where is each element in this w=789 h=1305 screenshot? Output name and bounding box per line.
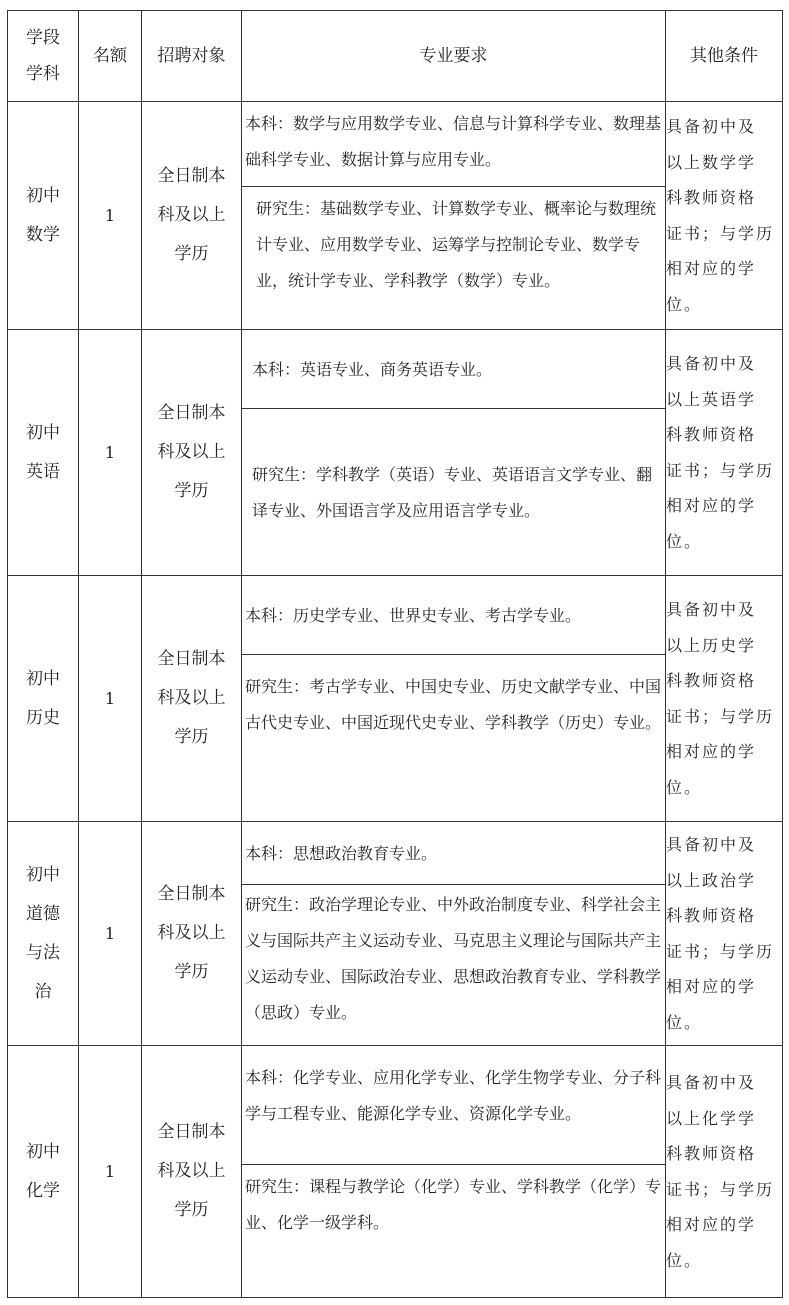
- graduate-requirement: 研究生：考古学专业、中国史专业、历史文献学专业、中国古代史专业、中国近现代史专业、学科教学（历史）专业。: [242, 654, 665, 821]
- other-line: 相对应的学: [666, 742, 757, 761]
- target-cell: [142, 102, 242, 330]
- other-line: 以上化学学: [666, 1108, 757, 1128]
- target-line: 科及以上: [157, 442, 226, 462]
- other-line: 具备初中及: [666, 354, 757, 373]
- subject-line: 数学: [26, 224, 60, 245]
- target-line: 全日制本: [157, 166, 226, 186]
- subject-cell: [8, 576, 79, 822]
- table-row: [8, 1046, 783, 1298]
- header-other: 其他条件: [666, 11, 783, 102]
- header-row: [8, 11, 783, 102]
- target-line: 全日制本: [157, 1122, 226, 1142]
- subject-cell: [8, 822, 79, 1046]
- header-target: 招聘对象: [142, 11, 242, 102]
- quota-cell: 1: [79, 822, 142, 1046]
- subject-line: 化学: [26, 1180, 60, 1201]
- target-cell: [142, 822, 242, 1046]
- other-line: 位。: [666, 1250, 703, 1270]
- graduate-requirement: 研究生：政治学理论专业、中外政治制度专业、科学社会主义与国际共产主义运动专业、马克思主义理论与国际共产主义运动专业、国际政治专业、思想政治教育专业、学科教学（思政）专业。: [242, 884, 665, 1045]
- other-line: 具备初中及: [666, 1073, 757, 1092]
- subject-line: 与法: [26, 942, 60, 963]
- target-cell: [142, 330, 242, 576]
- target-line: 学历: [174, 962, 209, 982]
- other-line: 位。: [666, 1012, 703, 1032]
- target-cell: [142, 576, 242, 822]
- subject-cell: [8, 1046, 79, 1298]
- other-line: 位。: [666, 531, 703, 551]
- quota-cell: 1: [79, 330, 142, 576]
- table-row: [8, 102, 783, 330]
- bachelor-requirement: 本科：思想政治教育专业。: [245, 844, 438, 863]
- other-line: 相对应的学: [666, 977, 757, 996]
- major-cell: [242, 822, 666, 1046]
- other-line: 位。: [666, 294, 703, 314]
- other-line: 证书；与学历: [666, 706, 775, 726]
- subject-line: 初中: [26, 185, 60, 206]
- target-line: 全日制本: [157, 884, 226, 904]
- target-line: 全日制本: [157, 403, 226, 423]
- header-quota: 名额: [79, 11, 142, 102]
- subject-line: 英语: [26, 461, 60, 482]
- other-conditions-cell: [666, 1046, 783, 1298]
- quota-cell: 1: [79, 102, 142, 330]
- other-line: 证书；与学历: [666, 941, 775, 961]
- other-conditions-cell: [666, 102, 783, 330]
- header-major: 专业要求: [242, 11, 666, 102]
- quota-cell: 1: [79, 1046, 142, 1298]
- subject-cell: [8, 102, 79, 330]
- major-cell: [242, 576, 666, 822]
- subject-line: 初中: [26, 422, 60, 443]
- target-line: 科及以上: [157, 1161, 226, 1181]
- other-line: 相对应的学: [666, 496, 757, 515]
- other-line: 证书；与学历: [666, 460, 775, 480]
- other-line: 位。: [666, 777, 703, 797]
- target-cell: [142, 1046, 242, 1298]
- table-row: [8, 576, 783, 822]
- target-line: 科及以上: [157, 205, 226, 225]
- subject-line: 治: [34, 981, 52, 1002]
- header-subject-line2: 学科: [26, 64, 60, 84]
- other-line: 科教师资格: [666, 188, 757, 207]
- other-line: 证书；与学历: [666, 223, 775, 243]
- major-cell: [242, 1046, 666, 1298]
- graduate-requirement: 研究生：学科教学（英语）专业、英语语言文学专业、翻译专业、外国语言学及应用语言学专业。: [242, 408, 665, 575]
- bachelor-requirement: 本科：化学专业、应用化学专业、化学生物学专业、分子科学与工程专业、能源化学专业、资源化学专业。: [245, 1068, 662, 1123]
- other-line: 具备初中及: [666, 600, 757, 619]
- target-line: 学历: [174, 481, 209, 501]
- other-line: 具备初中及: [666, 835, 757, 854]
- other-conditions-cell: [666, 576, 783, 822]
- other-line: 证书；与学历: [666, 1179, 775, 1199]
- subject-line: 道德: [26, 903, 60, 924]
- other-line: 科教师资格: [666, 671, 757, 690]
- other-conditions-cell: [666, 822, 783, 1046]
- other-line: 科教师资格: [666, 1144, 757, 1163]
- header-subject: [8, 11, 79, 102]
- subject-line: 初中: [26, 864, 60, 885]
- table-row: [8, 822, 783, 1046]
- header-subject-line1: 学段: [26, 28, 60, 48]
- quota-cell: 1: [79, 576, 142, 822]
- major-cell: [242, 102, 666, 330]
- subject-line: 历史: [26, 707, 60, 728]
- bachelor-requirement: 本科：数学与应用数学专业、信息与计算科学专业、数理基础科学专业、数据计算与应用专业。: [245, 114, 662, 169]
- other-line: 以上历史学: [666, 635, 757, 655]
- other-line: 以上政治学: [666, 870, 757, 890]
- target-line: 学历: [174, 1200, 209, 1220]
- other-line: 以上英语学: [666, 389, 757, 409]
- table-row: [8, 330, 783, 576]
- bachelor-requirement: 本科：英语专业、商务英语专业。: [252, 360, 493, 379]
- subject-line: 初中: [26, 668, 60, 689]
- bachelor-requirement: 本科：历史学专业、世界史专业、考古学专业。: [245, 606, 582, 625]
- target-line: 科及以上: [157, 688, 226, 708]
- target-line: 科及以上: [157, 923, 226, 943]
- subject-cell: [8, 330, 79, 576]
- target-line: 学历: [174, 244, 209, 264]
- subject-line: 初中: [26, 1141, 60, 1162]
- other-line: 科教师资格: [666, 425, 757, 444]
- other-line: 具备初中及: [666, 117, 757, 136]
- target-line: 全日制本: [157, 649, 226, 669]
- graduate-requirement: 研究生：课程与教学论（化学）专业、学科教学（化学）专业、化学一级学科。: [242, 1164, 665, 1297]
- other-line: 科教师资格: [666, 906, 757, 925]
- major-cell: [242, 330, 666, 576]
- graduate-requirement: 研究生：基础数学专业、计算数学专业、概率论与数理统计专业、应用数学专业、运筹学与控制论专业、数学专业，统计学专业、学科教学（数学）专业。: [242, 186, 665, 329]
- other-conditions-cell: [666, 330, 783, 576]
- other-line: 以上数学学: [666, 152, 757, 172]
- other-line: 相对应的学: [666, 259, 757, 278]
- recruitment-table: [7, 10, 783, 1298]
- target-line: 学历: [174, 727, 209, 747]
- other-line: 相对应的学: [666, 1215, 757, 1234]
